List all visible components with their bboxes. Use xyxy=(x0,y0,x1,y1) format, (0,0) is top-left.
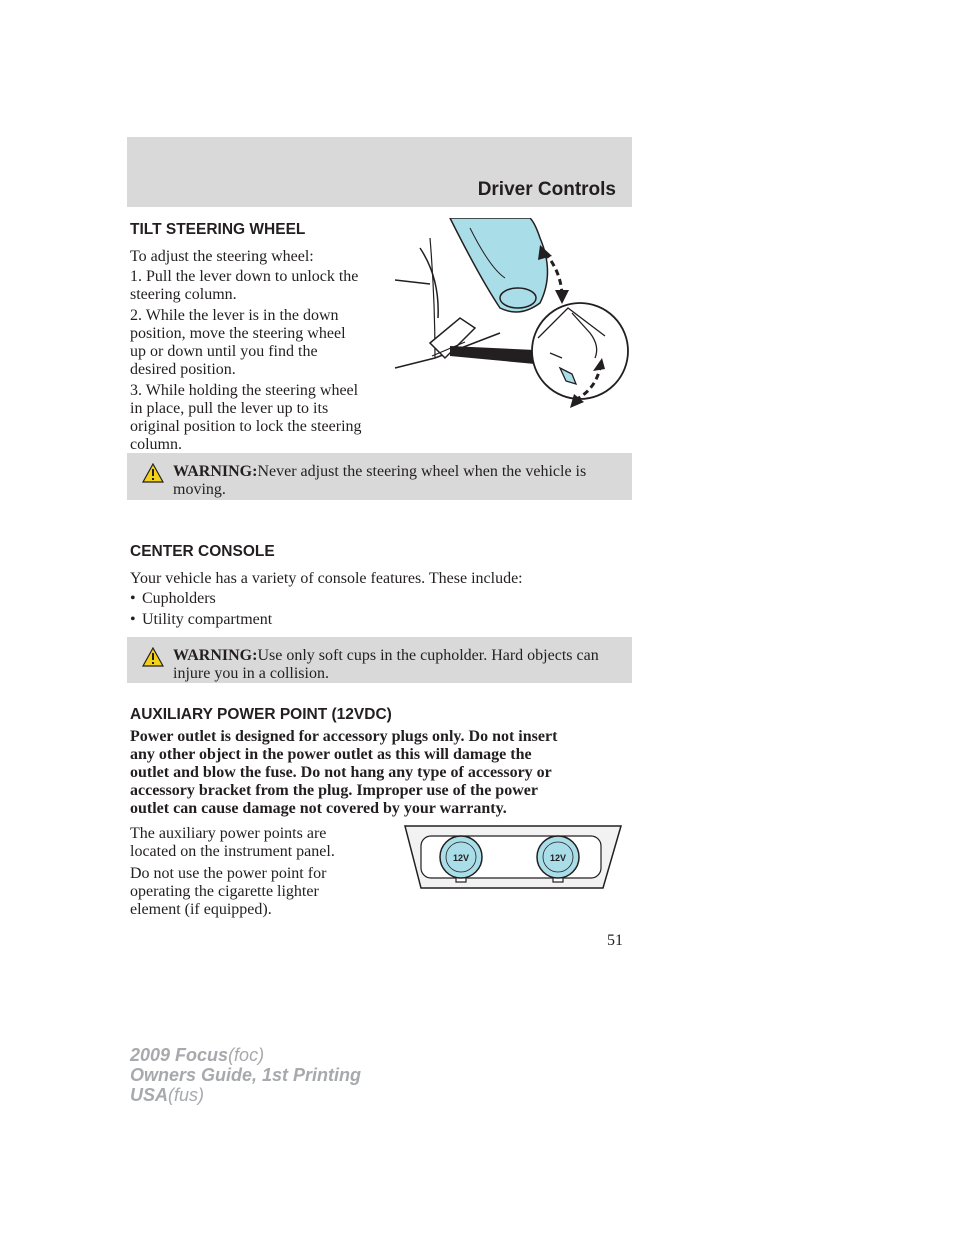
section-title: Driver Controls xyxy=(477,179,616,200)
console-bullet-cupholders: • Cupholders xyxy=(130,590,216,607)
cupholder-warning-text: WARNING:Use only soft cups in the cupholder. Hard objects can injure you in a collision. xyxy=(173,647,599,682)
power-outlet-caution: Power outlet is designed for accessory plugs only. Do not insert any other object in the power outlet as this will damage the outlet and blow the fuse. Do not hang any type of accessory or accessory bracket from the plug. Improper use of the power outlet can cause damage not covered by your warranty. xyxy=(130,728,558,817)
console-intro: Your vehicle has a variety of console features. These include: xyxy=(130,570,523,587)
tilt-step-1: 1. Pull the lever down to unlock the steering column. xyxy=(130,268,359,303)
warning-triangle-icon xyxy=(142,647,164,667)
power-location-text: The auxiliary power points are located on the instrument panel. xyxy=(130,825,335,860)
warning-triangle-icon xyxy=(142,463,164,483)
outlet-left-label: 12V xyxy=(452,853,470,863)
tilt-intro: To adjust the steering wheel: xyxy=(130,248,314,265)
cupholder-warning-box xyxy=(127,637,632,683)
console-bullet-utility: • Utility compartment xyxy=(130,611,273,628)
tilt-step-2: 2. While the lever is in the down position, move the steering wheel up or down until you find the desired position. xyxy=(130,307,346,378)
power-outlets-illustration xyxy=(403,824,623,890)
steering-warning-text: WARNING:Never adjust the steering wheel when the vehicle is moving. xyxy=(173,463,587,498)
page-number: 51 xyxy=(607,932,623,949)
power-lighter-note: Do not use the power point for operating the cigarette lighter element (if equipped). xyxy=(130,865,327,918)
outlet-right-label: 12V xyxy=(549,853,567,863)
tilt-steering-heading: TILT STEERING WHEEL xyxy=(130,221,306,238)
tilt-step-3: 3. While holding the steering wheel in place, pull the lever up to its original position to lock the steering column. xyxy=(130,382,362,453)
steering-warning-box xyxy=(127,453,632,500)
center-console-heading: CENTER CONSOLE xyxy=(130,543,275,560)
steering-wheel-illustration xyxy=(390,218,632,414)
section-header-bar xyxy=(127,137,632,207)
document-footer: 2009 Focus(foc) Owners Guide, 1st Printing USA(fus) xyxy=(130,1045,362,1105)
power-point-heading: AUXILIARY POWER POINT (12VDC) xyxy=(130,706,392,723)
